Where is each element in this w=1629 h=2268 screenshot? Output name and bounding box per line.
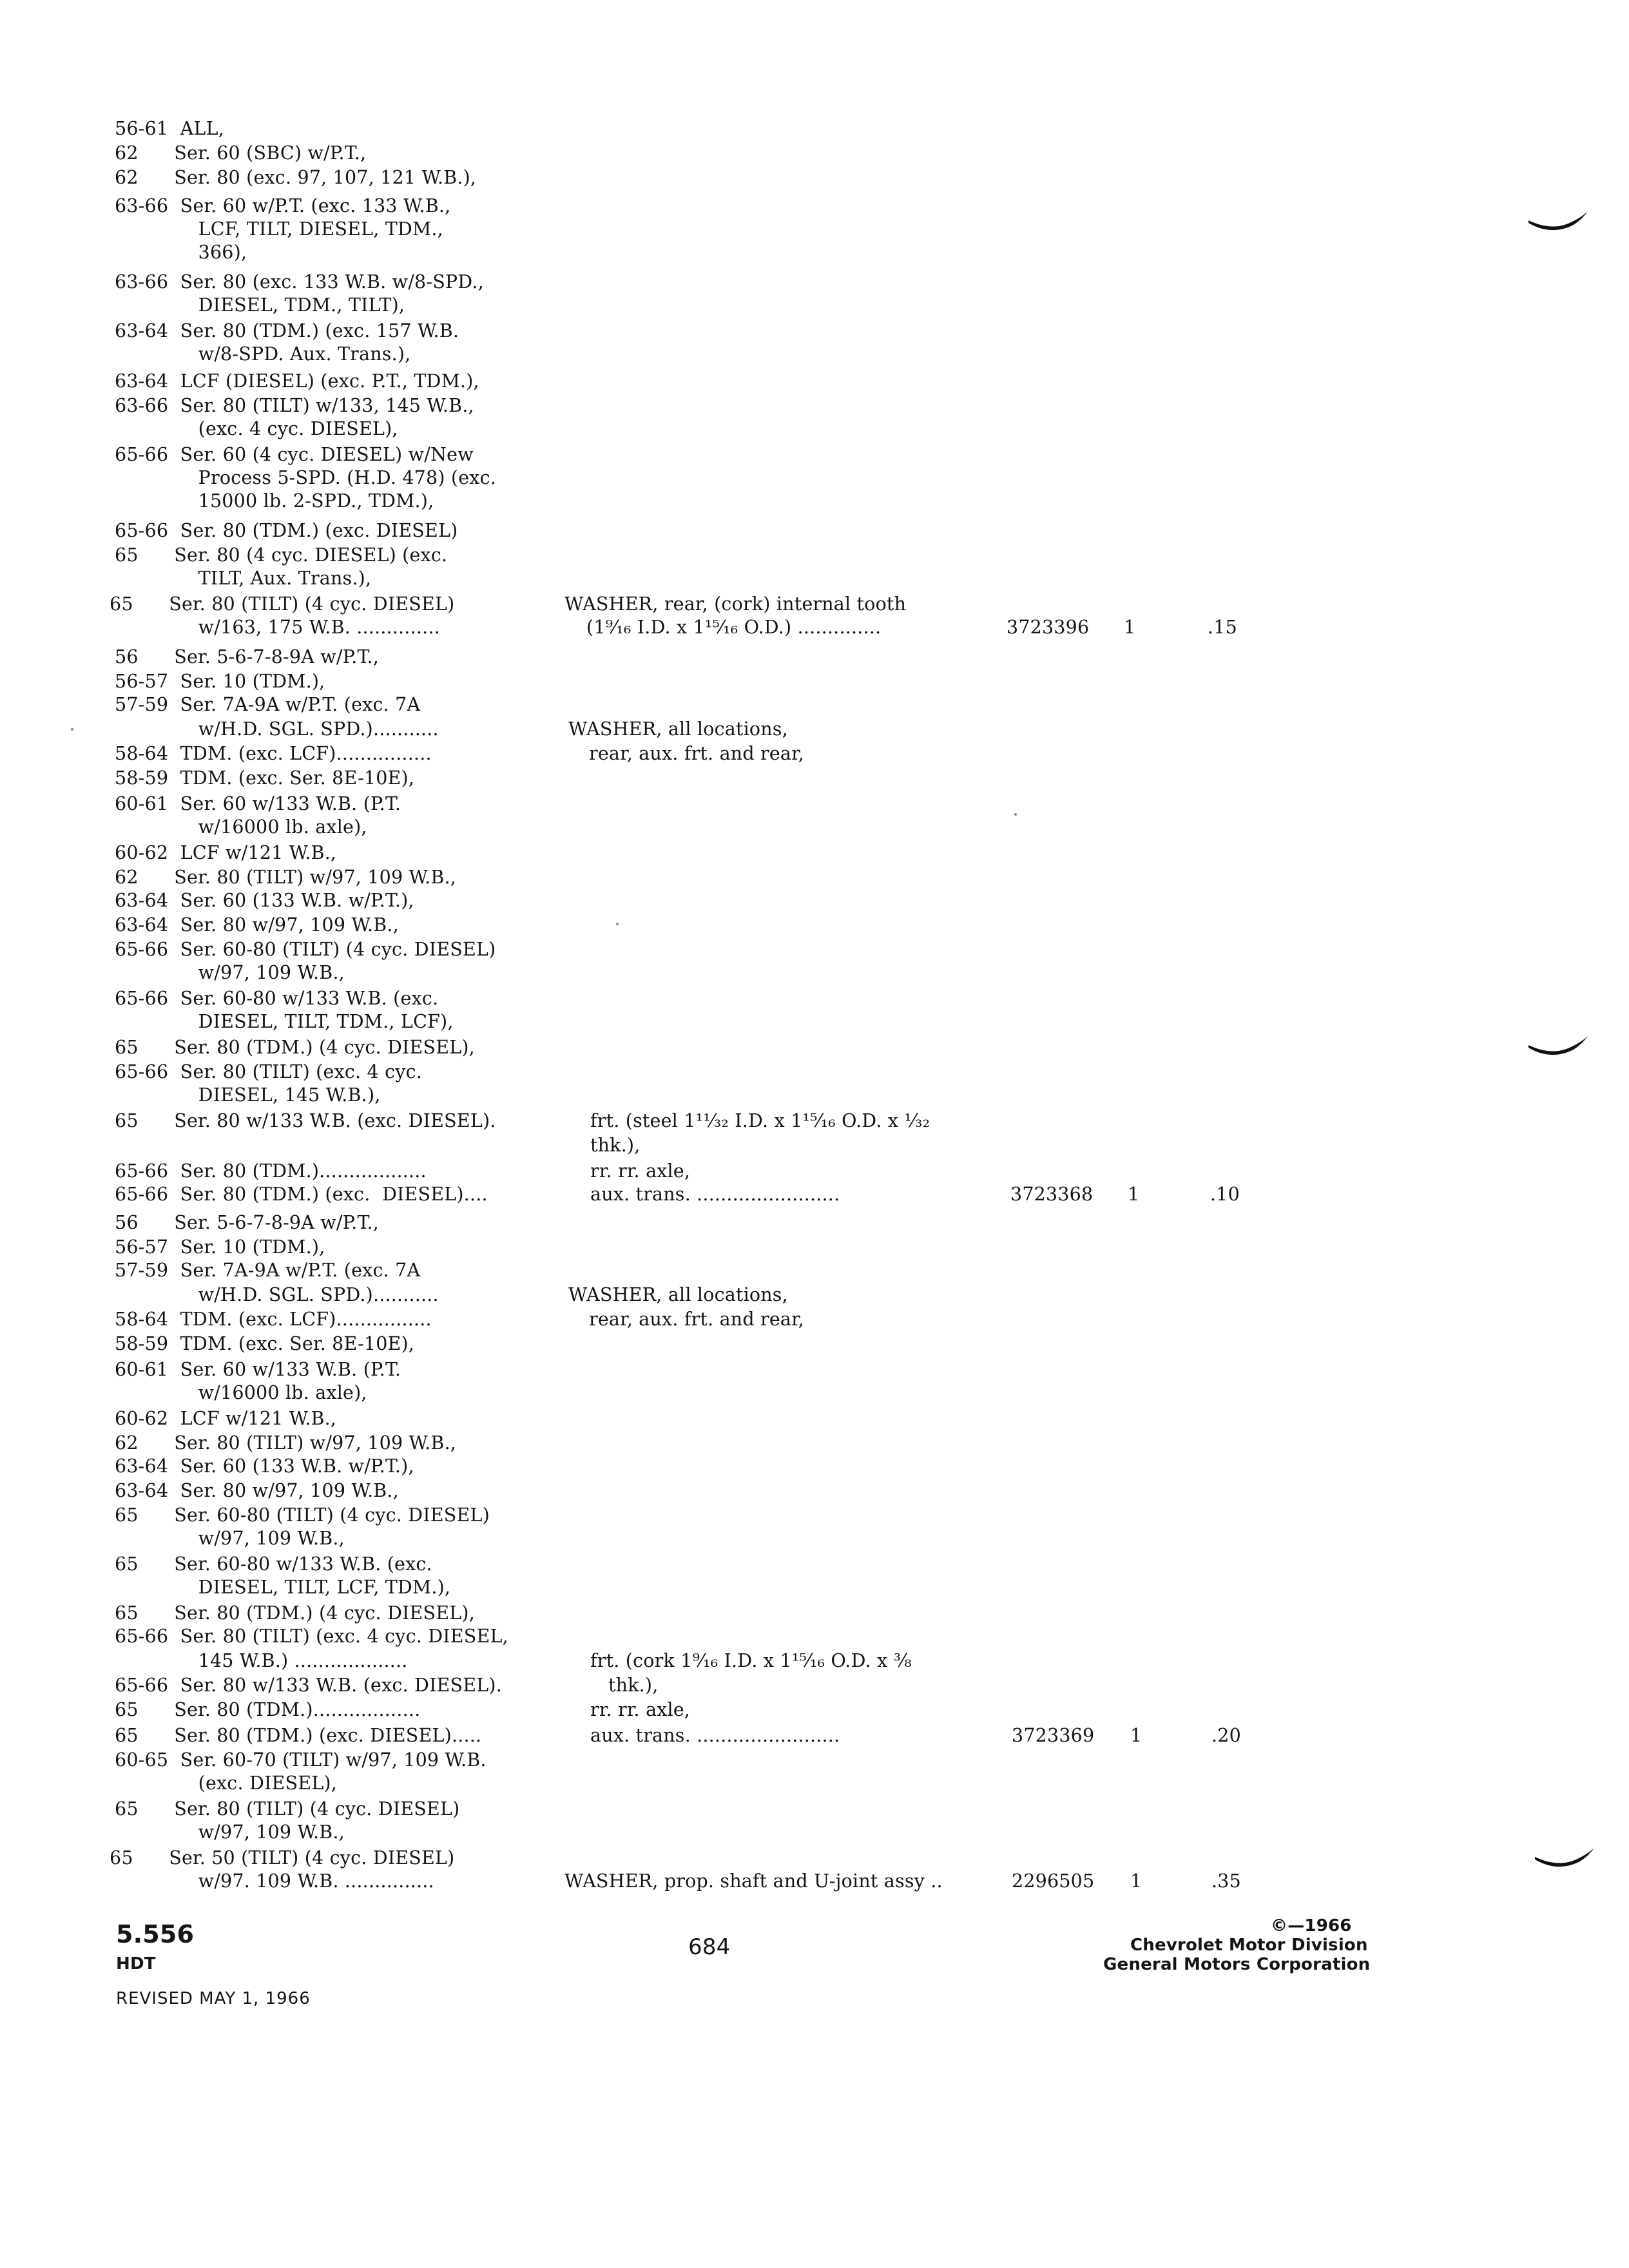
part-number: 3723368 xyxy=(1010,1184,1094,1205)
applicability-line: w/H.D. SGL. SPD.)........... xyxy=(115,1284,439,1305)
applicability-line: 58-59 TDM. (exc. Ser. 8E-10E), xyxy=(115,767,415,789)
corporation-name: General Motors Corporation xyxy=(1103,1955,1371,1974)
description-line: (1⁹⁄₁₆ I.D. x 1¹⁵⁄₁₆ O.D.) .............. xyxy=(586,617,882,638)
applicability-line: 145 W.B.) ................... xyxy=(115,1650,408,1671)
applicability-line: 63-64 Ser. 60 (133 W.B. w/P.T.), xyxy=(115,890,414,911)
price: .35 xyxy=(1211,1870,1241,1892)
quantity: 1 xyxy=(1130,1870,1142,1892)
applicability-line: 62 Ser. 60 (SBC) w/P.T., xyxy=(115,142,367,164)
applicability-line: 63-64 Ser. 80 w/97, 109 W.B., xyxy=(115,914,399,936)
applicability-line: 65-66 Ser. 80 (TDM.) (exc. DIESEL) xyxy=(115,520,458,541)
applicability-line: 65 Ser. 80 (TDM.) (4 cyc. DIESEL), xyxy=(115,1602,475,1624)
applicability-line: 63-64 Ser. 80 w/97, 109 W.B., xyxy=(115,1480,399,1501)
applicability-line: 63-64 Ser. 60 (133 W.B. w/P.T.), xyxy=(115,1456,414,1477)
applicability-line: (exc. DIESEL), xyxy=(115,1773,337,1794)
applicability-line: 65 Ser. 80 (4 cyc. DIESEL) (exc. xyxy=(115,544,448,566)
applicability-line: 63-66 Ser. 80 (exc. 133 W.B. w/8-SPD., xyxy=(115,271,484,293)
page-number: 684 xyxy=(688,1934,731,1960)
applicability-line: 65 Ser. 80 (TDM.) (exc. DIESEL)..... xyxy=(115,1725,482,1746)
applicability-line: LCF, TILT, DIESEL, TDM., xyxy=(115,218,443,240)
applicability-line: 65 Ser. 80 w/133 W.B. (exc. DIESEL). xyxy=(115,1110,496,1131)
applicability-line: 65-66 Ser. 80 w/133 W.B. (exc. DIESEL). xyxy=(115,1675,502,1696)
applicability-line: 56-57 Ser. 10 (TDM.), xyxy=(115,671,325,692)
description-line: thk.), xyxy=(608,1675,659,1696)
applicability-line: 58-64 TDM. (exc. LCF)................ xyxy=(115,743,432,764)
applicability-line: 65-66 Ser. 60 (4 cyc. DIESEL) w/New xyxy=(115,444,474,465)
description-line: rr. rr. axle, xyxy=(590,1699,691,1720)
applicability-line: 62 Ser. 80 (exc. 97, 107, 121 W.B.), xyxy=(115,167,477,188)
applicability-line: 65-66 Ser. 60-80 (TILT) (4 cyc. DIESEL) xyxy=(115,939,496,960)
applicability-line: w/97, 109 W.B., xyxy=(115,1528,345,1549)
description-line: WASHER, all locations, xyxy=(568,718,788,740)
description-line: WASHER, prop. shaft and U-joint assy .. xyxy=(564,1870,943,1892)
applicability-line: 60-62 LCF w/121 W.B., xyxy=(115,842,337,863)
part-number: 2296505 xyxy=(1012,1870,1095,1892)
applicability-line: 62 Ser. 80 (TILT) w/97, 109 W.B., xyxy=(115,1432,456,1454)
applicability-line: (exc. 4 cyc. DIESEL), xyxy=(115,418,398,439)
description-line: rear, aux. frt. and rear, xyxy=(589,743,805,764)
price: .20 xyxy=(1211,1725,1241,1746)
part-number: 3723396 xyxy=(1007,617,1090,638)
applicability-line: DIESEL, TDM., TILT), xyxy=(115,294,405,316)
scan-speck xyxy=(71,728,73,731)
section-number: 5.556 xyxy=(116,1920,195,1948)
scan-speck xyxy=(1014,813,1017,816)
applicability-line: DIESEL, TILT, TDM., LCF), xyxy=(115,1011,454,1032)
applicability-line: 56 Ser. 5-6-7-8-9A w/P.T., xyxy=(115,1212,380,1233)
applicability-line: w/H.D. SGL. SPD.)........... xyxy=(115,718,439,740)
description-line: rear, aux. frt. and rear, xyxy=(589,1309,805,1330)
applicability-line: 65 Ser. 60-80 w/133 W.B. (exc. xyxy=(115,1553,432,1575)
description-line: rr. rr. axle, xyxy=(590,1160,691,1182)
quantity: 1 xyxy=(1124,617,1136,638)
description-line: thk.), xyxy=(590,1135,641,1156)
description-line: WASHER, rear, (cork) internal tooth xyxy=(564,593,907,615)
applicability-line: 65-66 Ser. 80 (TDM.) (exc. DIESEL).... xyxy=(115,1184,488,1205)
price: .10 xyxy=(1210,1184,1240,1205)
applicability-line: 60-62 LCF w/121 W.B., xyxy=(115,1408,337,1429)
applicability-line: 63-64 LCF (DIESEL) (exc. P.T., TDM.), xyxy=(115,370,479,392)
description-line: aux. trans. ........................ xyxy=(590,1725,840,1746)
applicability-line: 366), xyxy=(115,242,247,263)
applicability-line: 63-66 Ser. 80 (TILT) w/133, 145 W.B., xyxy=(115,395,474,416)
description-line: aux. trans. ........................ xyxy=(590,1184,840,1205)
applicability-line: DIESEL, TILT, LCF, TDM.), xyxy=(115,1577,451,1598)
applicability-line: 60-61 Ser. 60 w/133 W.B. (P.T. xyxy=(115,1359,401,1380)
applicability-line: w/16000 lb. axle), xyxy=(115,1382,367,1403)
applicability-line: w/97. 109 W.B. ............... xyxy=(115,1870,434,1892)
applicability-line: 65-66 Ser. 80 (TILT) (exc. 4 cyc. DIESEL, xyxy=(115,1626,508,1647)
binder-hole-mark xyxy=(1527,206,1592,238)
applicability-line: 65 Ser. 80 (TILT) (4 cyc. DIESEL) xyxy=(110,593,455,615)
applicability-line: 65-66 Ser. 80 (TDM.).................. xyxy=(115,1160,427,1182)
applicability-line: 56-61 ALL, xyxy=(115,118,224,139)
applicability-line: 65 Ser. 80 (TDM.).................. xyxy=(115,1699,421,1720)
description-line: frt. (cork 1⁹⁄₁₆ I.D. x 1¹⁵⁄₁₆ O.D. x ³⁄₈ xyxy=(590,1650,912,1671)
applicability-line: 65-66 Ser. 60-80 w/133 W.B. (exc. xyxy=(115,988,439,1009)
applicability-line: w/97, 109 W.B., xyxy=(115,962,345,983)
description-line: WASHER, all locations, xyxy=(568,1284,788,1305)
applicability-line: DIESEL, 145 W.B.), xyxy=(115,1084,381,1106)
revision-date: REVISED MAY 1, 1966 xyxy=(116,1989,311,2008)
binder-hole-mark xyxy=(1527,1031,1592,1063)
description-line: frt. (steel 1¹¹⁄₃₂ I.D. x 1¹⁵⁄₁₆ O.D. x ¹⁄₃₂ xyxy=(590,1110,930,1131)
applicability-line: 63-66 Ser. 60 w/P.T. (exc. 133 W.B., xyxy=(115,195,451,216)
applicability-line: TILT, Aux. Trans.), xyxy=(115,568,372,589)
binder-hole-mark xyxy=(1534,1843,1598,1875)
applicability-line: 65-66 Ser. 80 (TILT) (exc. 4 cyc. xyxy=(115,1061,422,1082)
quantity: 1 xyxy=(1130,1725,1142,1746)
applicability-line: 56-57 Ser. 10 (TDM.), xyxy=(115,1236,325,1258)
applicability-line: w/16000 lb. axle), xyxy=(115,816,367,838)
applicability-line: 62 Ser. 80 (TILT) w/97, 109 W.B., xyxy=(115,867,456,888)
applicability-line: Process 5-SPD. (H.D. 478) (exc. xyxy=(115,467,496,488)
applicability-line: 58-64 TDM. (exc. LCF)................ xyxy=(115,1309,432,1330)
applicability-line: 65 Ser. 80 (TILT) (4 cyc. DIESEL) xyxy=(115,1798,460,1820)
price: .15 xyxy=(1208,617,1237,638)
part-number: 3723369 xyxy=(1012,1725,1095,1746)
division-name: Chevrolet Motor Division xyxy=(1130,1936,1368,1955)
applicability-line: 56 Ser. 5-6-7-8-9A w/P.T., xyxy=(115,646,380,668)
applicability-line: w/97, 109 W.B., xyxy=(115,1821,345,1843)
quantity: 1 xyxy=(1128,1184,1140,1205)
applicability-line: w/163, 175 W.B. .............. xyxy=(115,617,440,638)
applicability-line: 60-65 Ser. 60-70 (TILT) w/97, 109 W.B. xyxy=(115,1749,487,1771)
applicability-line: 57-59 Ser. 7A-9A w/P.T. (exc. 7A xyxy=(115,1260,421,1281)
applicability-line: 58-59 TDM. (exc. Ser. 8E-10E), xyxy=(115,1333,415,1354)
copyright: ©—1966 xyxy=(1271,1916,1352,1936)
applicability-line: 65 Ser. 50 (TILT) (4 cyc. DIESEL) xyxy=(110,1847,455,1869)
section-code: HDT xyxy=(116,1954,156,1974)
applicability-line: 60-61 Ser. 60 w/133 W.B. (P.T. xyxy=(115,793,401,814)
scan-speck xyxy=(616,923,619,925)
applicability-line: 65 Ser. 80 (TDM.) (4 cyc. DIESEL), xyxy=(115,1037,475,1058)
applicability-line: 15000 lb. 2-SPD., TDM.), xyxy=(115,490,434,512)
applicability-line: 65 Ser. 60-80 (TILT) (4 cyc. DIESEL) xyxy=(115,1504,490,1526)
applicability-line: w/8-SPD. Aux. Trans.), xyxy=(115,343,411,365)
applicability-line: 57-59 Ser. 7A-9A w/P.T. (exc. 7A xyxy=(115,694,421,715)
applicability-line: 63-64 Ser. 80 (TDM.) (exc. 157 W.B. xyxy=(115,320,459,341)
